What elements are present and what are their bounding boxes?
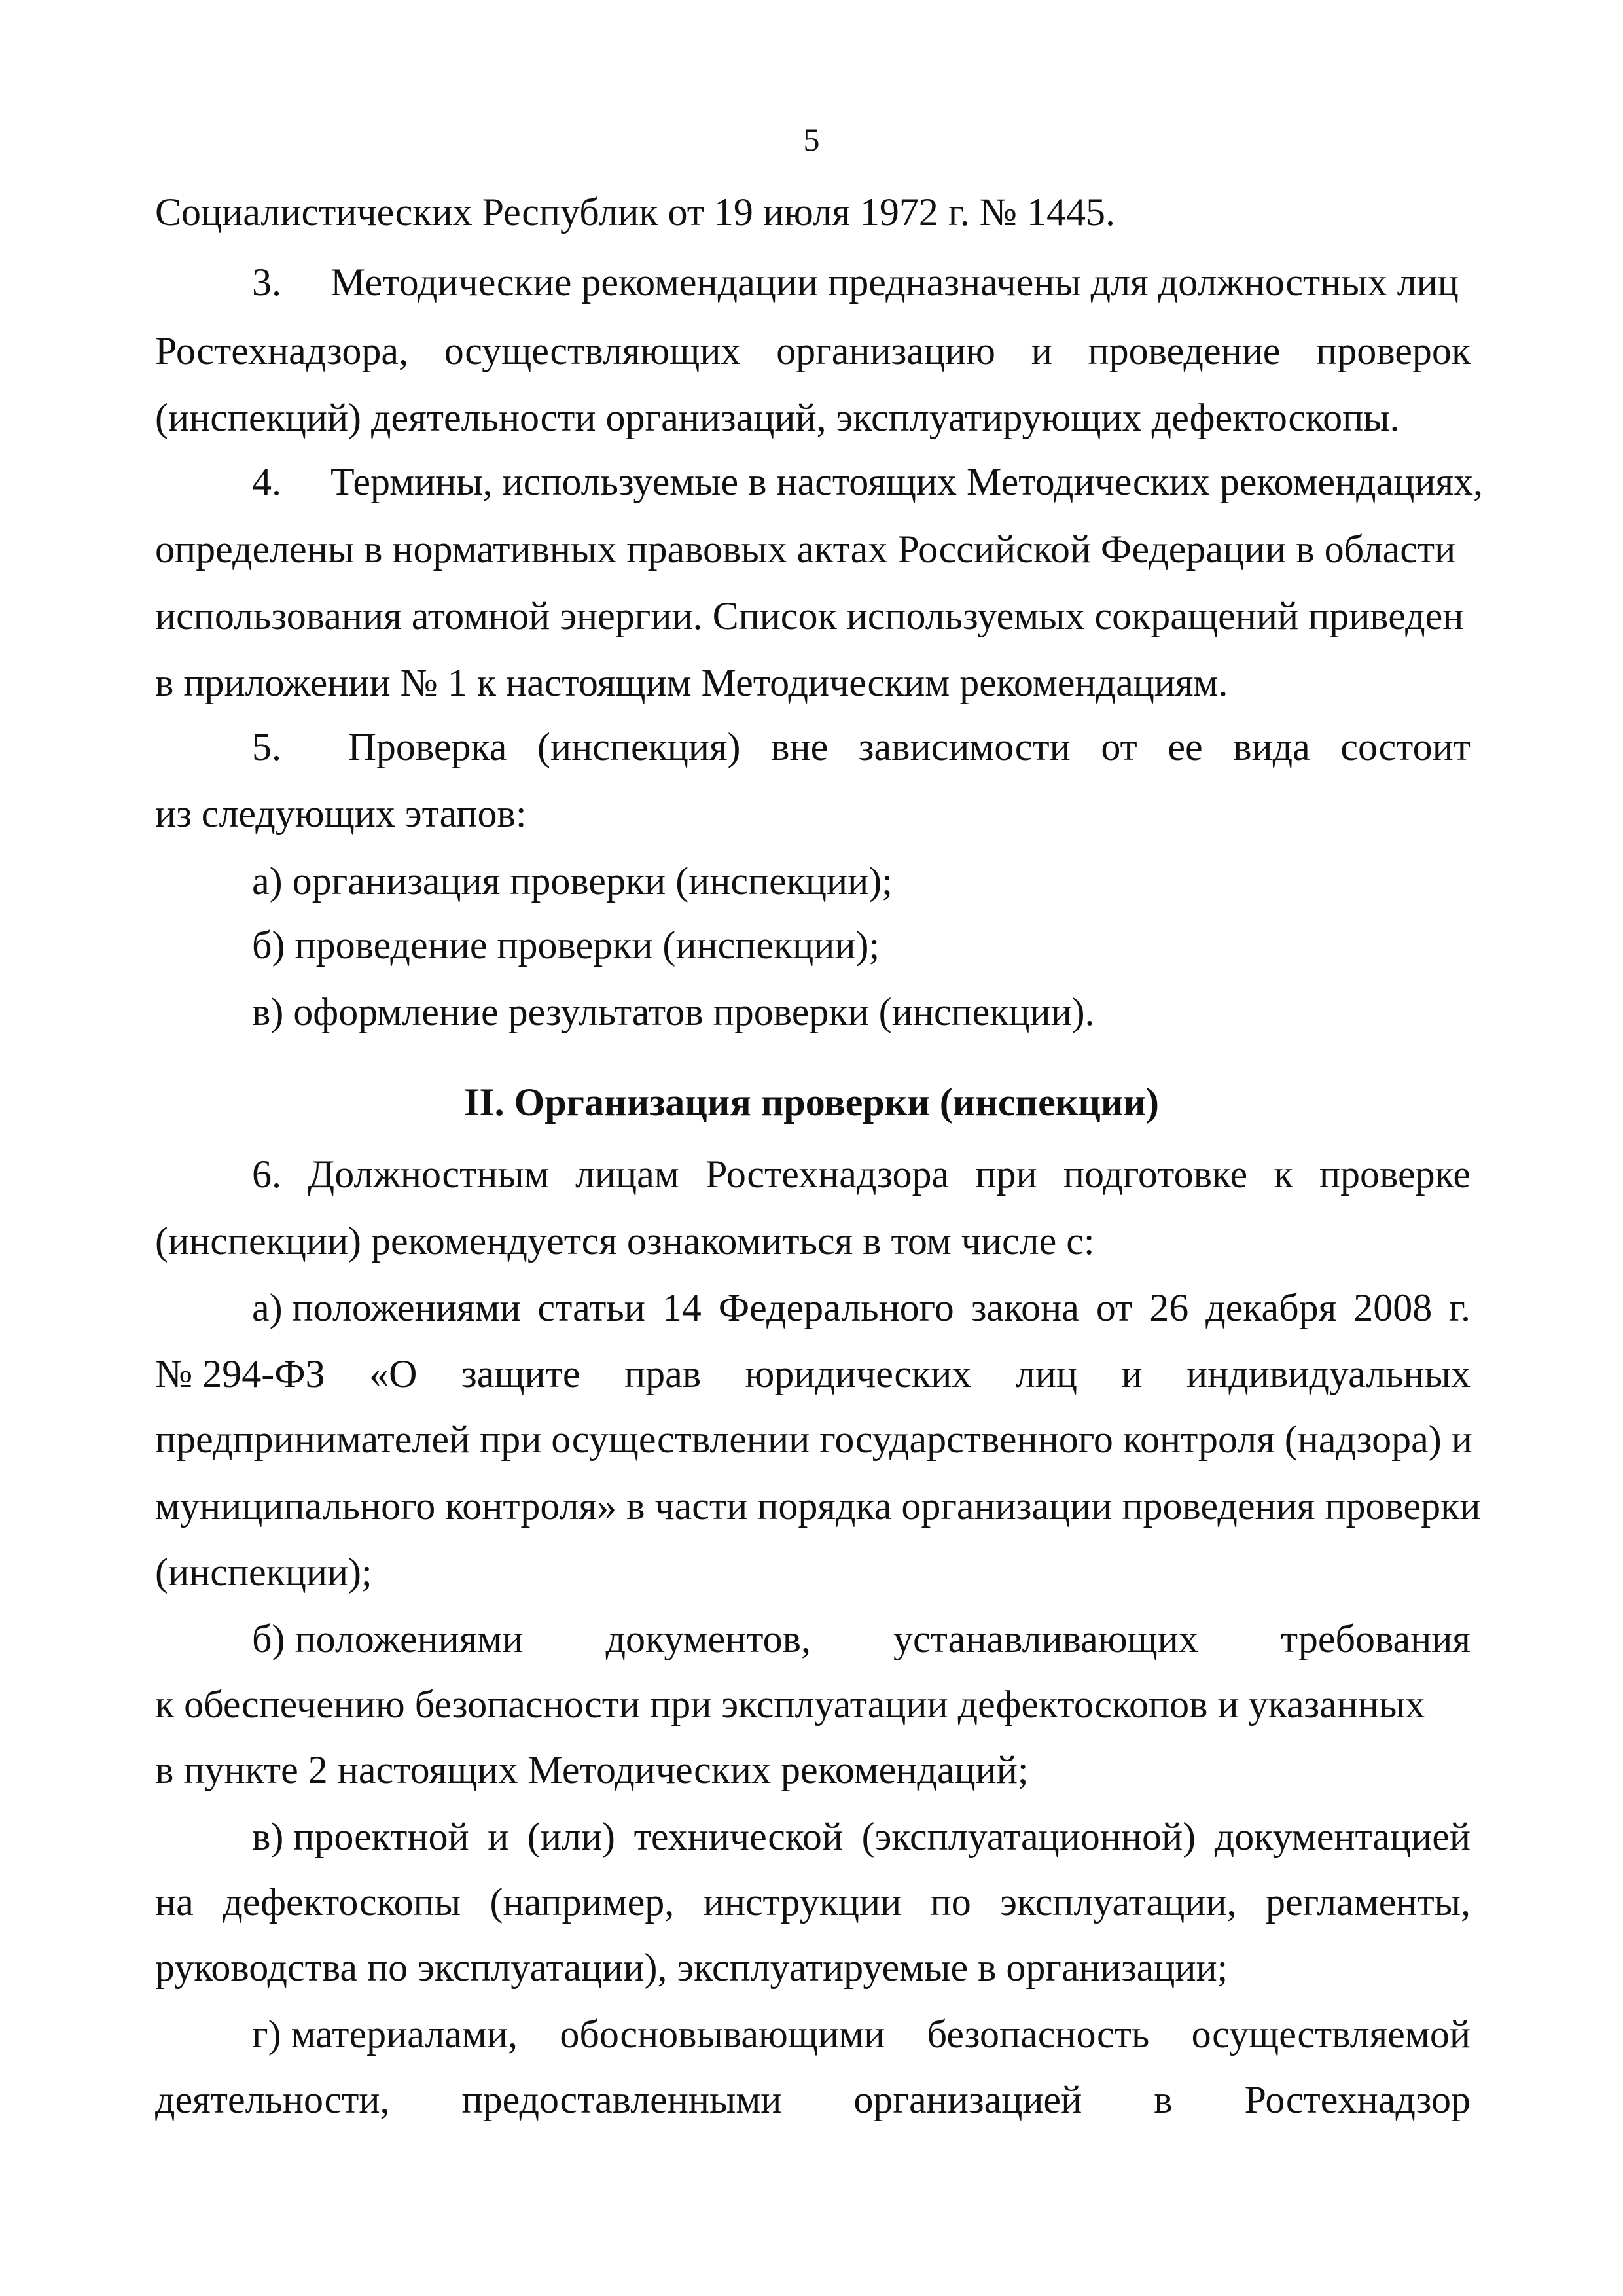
- text-line: использования атомной энергии. Список используемых сокращений приведен: [155, 594, 1464, 637]
- word: зависимости: [858, 725, 1071, 768]
- text-line: руководства по эксплуатации), эксплуатируемые в организации;: [155, 1946, 1228, 1989]
- word: в) проектной: [252, 1815, 469, 1858]
- word: (или): [527, 1815, 616, 1858]
- word: индивидуальных: [1186, 1352, 1471, 1395]
- list-item: б) проведение проверки (инспекции);: [252, 924, 880, 967]
- paragraph-6-line-1: [252, 1151, 1471, 1198]
- word: прав: [624, 1352, 702, 1395]
- word: Ростехнадзора,: [155, 329, 409, 372]
- word: юридических: [745, 1352, 972, 1395]
- item-c-line-2: [155, 1878, 1471, 1926]
- word: № 294-ФЗ: [155, 1352, 325, 1395]
- item-b-line-1: [252, 1615, 1471, 1662]
- section-heading: II. Организация проверки (инспекции): [463, 1081, 1160, 1124]
- word: (например,: [490, 1880, 675, 1924]
- text-line: Социалистических Республик от 19 июля 1972 г. № 1445.: [155, 190, 1115, 234]
- word: 26: [1149, 1286, 1189, 1329]
- word: статьи: [537, 1286, 645, 1329]
- word: лиц: [1015, 1352, 1077, 1395]
- word: технической: [633, 1815, 844, 1858]
- word: устанавливающих: [893, 1617, 1198, 1660]
- item-d-line-1: [252, 2011, 1471, 2058]
- paragraph-5-line-1: [252, 723, 1471, 770]
- item-a-line-1: [252, 1284, 1471, 1331]
- text-line: Термины, используемые в настоящих Методических рекомендациях,: [330, 460, 1484, 503]
- word: «О: [369, 1352, 418, 1395]
- word: б) положениями: [252, 1617, 524, 1660]
- word: инструкции: [703, 1880, 902, 1924]
- paragraph-3-line-1: [252, 259, 1471, 306]
- word: дефектоскопы: [223, 1880, 461, 1924]
- text-line: муниципального контроля» в части порядка организации проведения проверки: [155, 1484, 1481, 1528]
- word: (эксплуатационной): [861, 1815, 1196, 1858]
- word: декабря: [1205, 1286, 1337, 1329]
- word: документацией: [1214, 1815, 1471, 1858]
- paragraph-3-line-2: [155, 327, 1471, 374]
- word: Проверка: [348, 725, 507, 768]
- word: осуществляемой: [1191, 2013, 1471, 2056]
- word: закона: [971, 1286, 1079, 1329]
- word: требования: [1280, 1617, 1471, 1660]
- word: предоставленными: [461, 2078, 782, 2121]
- word: на: [155, 1880, 194, 1924]
- word: обосновывающими: [560, 2013, 885, 2056]
- word: 2008: [1353, 1286, 1433, 1329]
- word: проверке: [1319, 1153, 1471, 1196]
- text-line: (инспекции);: [155, 1551, 372, 1594]
- paragraph-number: 3.: [252, 260, 281, 304]
- word: по: [930, 1880, 971, 1924]
- paragraph-number: 4.: [252, 460, 281, 503]
- item-c-line-1: [252, 1813, 1471, 1860]
- list-item: а) организация проверки (инспекции);: [252, 859, 893, 903]
- text-line: (инспекции) рекомендуется ознакомиться в том числе с:: [155, 1219, 1095, 1263]
- word: вида: [1233, 725, 1310, 768]
- text-line: определены в нормативных правовых актах Российской Федерации в области: [155, 528, 1456, 571]
- word: Федерального: [718, 1286, 954, 1329]
- word: а) положениями: [252, 1286, 521, 1329]
- word: защите: [461, 1352, 580, 1395]
- word: Ростехнадзора: [705, 1153, 950, 1196]
- word: и: [488, 1815, 509, 1858]
- text-line: в приложении № 1 к настоящим Методическим рекомендациям.: [155, 661, 1228, 704]
- word: регламенты,: [1265, 1880, 1471, 1924]
- word: Ростехнадзор: [1244, 2078, 1471, 2121]
- word: состоит: [1340, 725, 1471, 768]
- word: и: [1121, 1352, 1143, 1395]
- list-item: в) оформление результатов проверки (инспекции).: [252, 990, 1095, 1033]
- text-line: (инспекций) деятельности организаций, эксплуатирующих дефектоскопы.: [155, 396, 1400, 439]
- word: деятельности,: [155, 2078, 390, 2121]
- text-line: Методические рекомендации предназначены для должностных лиц: [330, 260, 1459, 304]
- word: эксплуатации,: [1000, 1880, 1237, 1924]
- word: ее: [1168, 725, 1203, 768]
- word: в: [1154, 2078, 1173, 2121]
- word: организацию: [776, 329, 995, 372]
- text-line: из следующих этапов:: [155, 792, 527, 835]
- word: вне: [771, 725, 829, 768]
- word: организацией: [853, 2078, 1082, 2121]
- word: Должностным: [308, 1153, 549, 1196]
- word: от: [1096, 1286, 1133, 1329]
- word: документов,: [605, 1617, 811, 1660]
- item-d-line-2: [155, 2076, 1471, 2123]
- word: (инспекция): [537, 725, 741, 768]
- word: 14: [662, 1286, 702, 1329]
- text-line: в пункте 2 настоящих Методических рекомендаций;: [155, 1748, 1029, 1791]
- item-a-line-2: [155, 1350, 1471, 1397]
- word: г.: [1449, 1286, 1471, 1329]
- word: проведение: [1088, 329, 1281, 372]
- word: проверок: [1316, 329, 1471, 372]
- page-number: 5: [803, 121, 820, 158]
- paragraph-number: 6.: [252, 1153, 281, 1196]
- paragraph-4-line-1: [252, 458, 1484, 505]
- word: к: [1274, 1153, 1293, 1196]
- word: безопасность: [927, 2013, 1150, 2056]
- word: лицам: [575, 1153, 679, 1196]
- word: осуществляющих: [444, 329, 741, 372]
- word: подготовке: [1063, 1153, 1248, 1196]
- word: от: [1101, 725, 1137, 768]
- word: г) материалами,: [252, 2013, 518, 2056]
- word: при: [975, 1153, 1037, 1196]
- paragraph-number: 5.: [252, 725, 281, 768]
- text-line: предпринимателей при осуществлении государственного контроля (надзора) и: [155, 1418, 1472, 1461]
- text-line: к обеспечению безопасности при эксплуатации дефектоскопов и указанных: [155, 1683, 1425, 1726]
- word: и: [1031, 329, 1052, 372]
